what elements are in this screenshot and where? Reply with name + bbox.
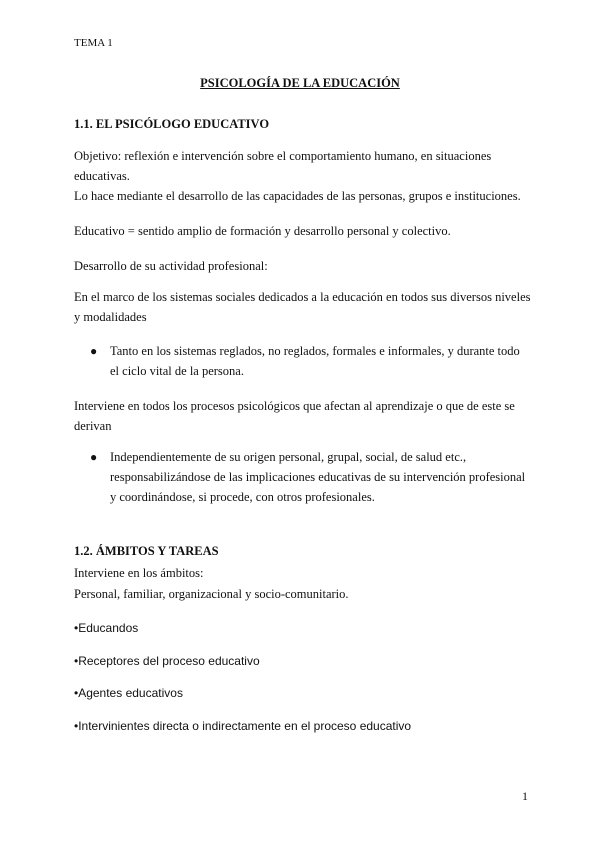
paragraph-marco: En el marco de los sistemas sociales dedicados a la educación en todos sus diversos niveles y modalidades [74, 290, 531, 324]
bullet-icon: ● [90, 450, 98, 464]
list-item: •Receptores del proceso educativo [74, 654, 260, 668]
bullet-text-1: Tanto en los sistemas reglados, no reglados, formales e informales, y durante todo el ciclo vital de la persona. [110, 344, 520, 378]
page-title: PSICOLOGÍA DE LA EDUCACIÓN [200, 76, 400, 90]
section-heading-2: 1.2. ÁMBITOS Y TAREAS [74, 544, 219, 558]
page-number: 1 [522, 789, 528, 803]
paragraph-desarrollo: Desarrollo de su actividad profesional: [74, 259, 268, 273]
paragraph-ambitos: Personal, familiar, organizacional y socio-comunitario. [74, 587, 349, 601]
paragraph-objetivo: Objetivo: reflexión e intervención sobre el comportamiento humano, en situaciones educativas. [74, 149, 492, 183]
list-item: •Agentes educativos [74, 686, 183, 700]
page-header: TEMA 1 [74, 37, 113, 49]
bullet-icon: ● [90, 344, 98, 358]
paragraph-educativo: Educativo = sentido amplio de formación y desarrollo personal y colectivo. [74, 224, 451, 238]
list-item: •Intervinientes directa o indirectamente en el proceso educativo [74, 719, 412, 733]
paragraph-interviene: Interviene en todos los procesos psicológicos que afectan al aprendizaje o que de este se derivan [74, 399, 515, 433]
list-item: •Educandos [74, 621, 139, 635]
paragraph-lo-hace: Lo hace mediante el desarrollo de las capacidades de las personas, grupos e instituciones. [74, 189, 521, 203]
paragraph-intro: Interviene en los ámbitos: [74, 566, 204, 580]
bullet-text-2: Independientemente de su origen personal, grupal, social, de salud etc., responsabilizándose de las implicaciones educativas de su intervención profesional y coordinándose, si procede, con otros profesionales. [110, 450, 526, 504]
section-heading-1: 1.1. EL PSICÓLOGO EDUCATIVO [74, 117, 270, 131]
